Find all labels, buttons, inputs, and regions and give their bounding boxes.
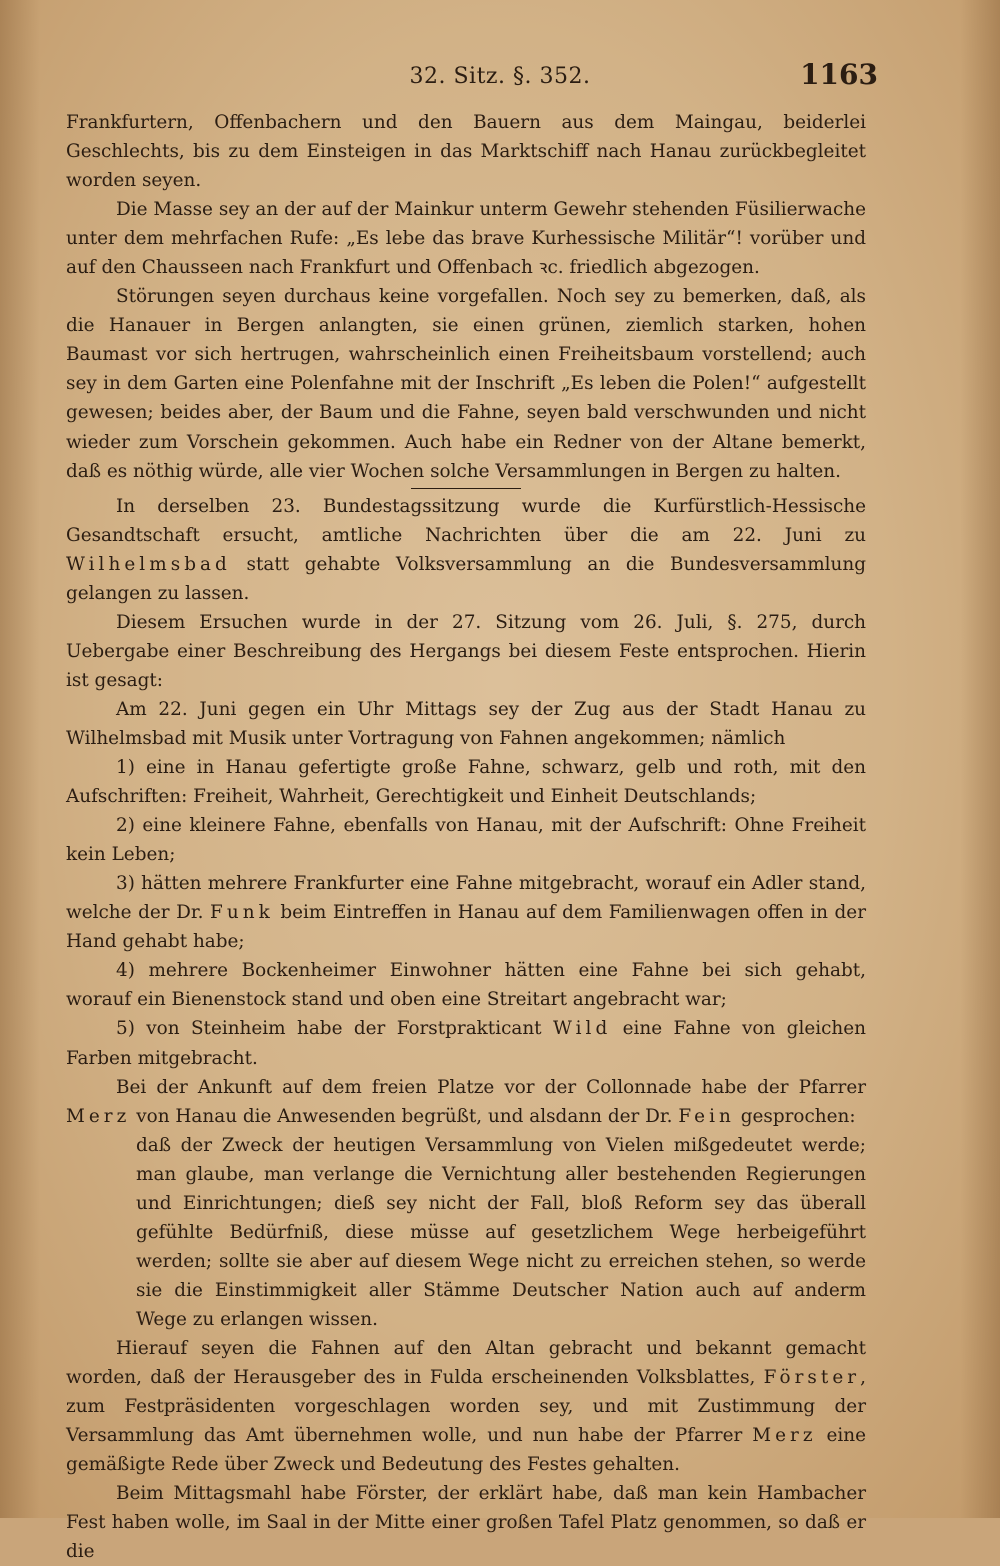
section-divider [411,486,521,492]
paragraph: Frankfurtern, Offenbachern und den Bauern aus dem Maingau, beiderlei Geschlechts, bis zu dem Einsteigen in das Marktschiff nach Hanau zurückbegleitet worden seyen. [66,112,866,192]
list-item: 3) hätten mehrere Frankfurter eine Fahne mitgebracht, worauf ein Adler stand, welche der Dr. Funk beim Eintreffen in Hanau auf dem Familienwagen offen in der Hand gehabt habe; [66,873,866,953]
paragraph: Bei der Ankunft auf dem freien Platze vor der Collonnade habe der Pfarrer Merz von Hanau die Anwesenden begrüßt, und alsdann der Dr. Fein gesprochen: [66,1076,866,1127]
emphasized-name: Wilhelmsbad [66,553,231,575]
emphasized-name: Fein [678,1105,735,1127]
emphasized-name: Förster [763,1367,861,1389]
paragraph: Beim Mittagsmahl habe Förster, der erklärt habe, daß man kein Hambacher Fest haben wolle, im Saal in der Mitte einer großen Tafel Platz genommen, so daß er die [66,1483,866,1563]
list-item: 5) von Steinheim habe der Forstprakticant Wild eine Fahne von gleichen Farben mitgebracht. [66,1018,866,1069]
running-header [60,58,940,102]
emphasized-name: Merz [66,1105,131,1127]
paragraph: Diesem Ersuchen wurde in der 27. Sitzung vom 26. Juli, §. 275, durch Uebergabe einer Beschreibung des Hergangs bei diesem Feste entsprochen. Hierin ist gesagt: [66,611,866,691]
page-edge-shadow-right [960,0,1000,1518]
emphasized-name: Funk [210,902,274,924]
paragraph: Am 22. Juni gegen ein Uhr Mittags sey der Zug aus der Stadt Hanau zu Wilhelmsbad mit Musik unter Vortragung von Fahnen angekommen; nämlich [66,698,866,749]
emphasized-name: Wild [552,1018,612,1040]
running-title: 32. Sitz. §. 352. [409,64,591,89]
paragraph: In derselben 23. Bundestagssitzung wurde die Kurfürstlich-Hessische Gesandtschaft ersucht, amtliche Nachrichten über die am 22. Juni zu Wilhelmsbad statt gehabte Volksversammlung an die Bundesversammlung gelangen zu lassen. [66,495,866,604]
paragraph: Hierauf seyen die Fahnen auf den Altan gebracht und bekannt gemacht worden, daß der Herausgeber des in Fulda erscheinenden Volksblattes, Förster, zum Festpräsidenten vorgeschlagen worden sey, und mit Zustimmung der Versammlung das Amt übernehmen wolle, und nun habe der Pfarrer Merz eine gemäßigte Rede über Zweck und Bedeutung des Festes gehalten. [66,1337,867,1476]
paragraph: Die Masse sey an der auf der Mainkur unterm Gewehr stehenden Füsilierwache unter dem mehrfachen Rufe: „Es lebe das brave Kurhessische Militär“! vorüber und auf den Chausseen nach Frankfurt und Offenbach ꝛc. friedlich abgezogen. [66,199,866,279]
page-edge-shadow-left [0,0,40,1518]
block-quote: daß der Zweck der heutigen Versammlung von Vielen mißgedeutet werde; man glaube, man verlange die Vernichtung aller bestehenden Regierungen und Einrichtungen; dieß sey nicht der Fall, bloß Reform sey das überall gefühlte Bedürfniß, diese müsse auf gesetzlichem Wege herbeigeführt werden; sollte sie aber auf diesem Wege nicht zu erreichen stehen, so werde sie die Einstimmigkeit aller Stämme Deutscher Nation auch auf anderm Wege zu erlangen wissen. [136,1134,866,1330]
list-item: 4) mehrere Bockenheimer Einwohner hätten eine Fahne bei sich gehabt, worauf ein Bienenstock stand und oben eine Streitart angebracht war; [66,960,866,1011]
body-text [66,108,866,1566]
emphasized-name: Merz [752,1425,817,1447]
list-item: 1) eine in Hanau gefertigte große Fahne, schwarz, gelb und roth, mit den Aufschriften: Freiheit, Wahrheit, Gerechtigkeit und Einheit Deutschlands; [66,757,866,808]
paragraph: Störungen seyen durchaus keine vorgefallen. Noch sey zu bemerken, daß, als die Hanauer in Bergen anlangten, sie einen grünen, ziemlich starken, hohen Baumast vor sich hertrugen, wahrscheinlich einen Freiheitsbaum vorstellend; auch sey in dem Garten eine Polenfahne mit der Inschrift „Es leben die Polen!“ aufgestellt gewesen; beides aber, der Baum und die Fahne, seyen bald verschwunden und nicht wieder zum Vorschein gekommen. Auch habe ein Redner von der Altane bemerkt, daß es nöthig würde, alle vier Wochen solche Versammlungen in Bergen zu halten. [66,286,866,482]
list-item: 2) eine kleinere Fahne, ebenfalls von Hanau, mit der Aufschrift: Ohne Freiheit kein Leben; [66,815,866,866]
page-number: 1163 [800,58,878,91]
